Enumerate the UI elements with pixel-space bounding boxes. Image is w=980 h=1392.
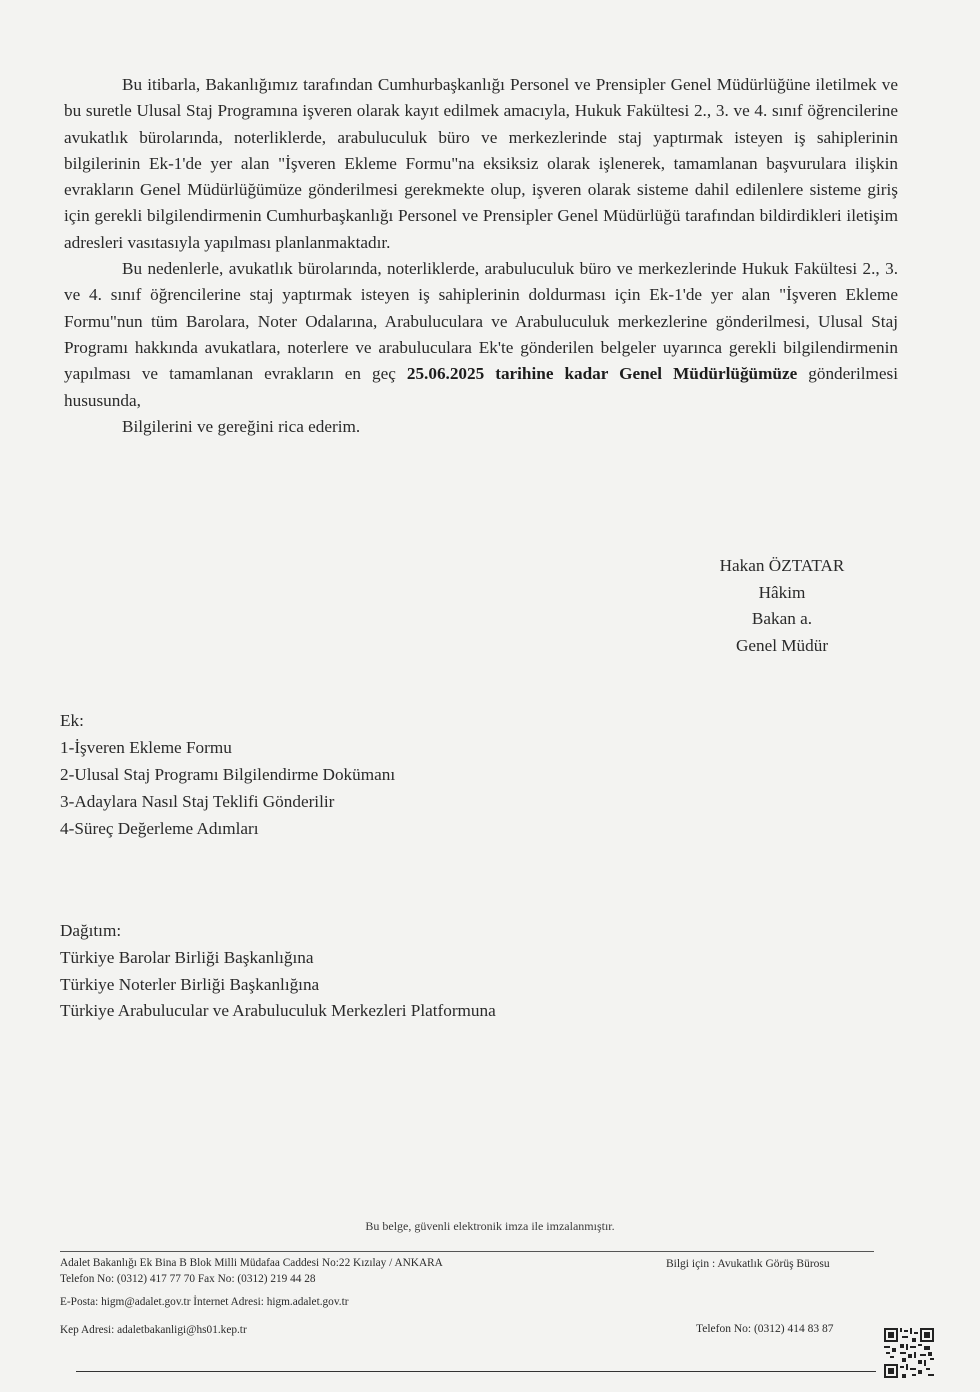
paragraph-2-text: Bu nedenlerle, avukatlık bürolarında, noterliklerde, arabuluculuk büro ve merkezlerinde Hukuk Fakültesi 2., 3. ve 4. sınıf öğrencilerine staj yaptırmak isteyen iş sahiplerinin doldurması için Ek-1'de yer alan "İşveren Ekleme Formu"nun tüm Barolara, Noter Odalarına, Arabuluculara ve Arabuluculuk merkezlerine gönderilmesi, Ulusal Staj Programı hakkında avukatlara, noterlere ve arabuluculara Ek'te gönderilen belgeler uyarınca gerekli bilgilendirmenin yapılması ve tamamlanan evrakların en geç bbox=[64, 259, 898, 384]
distribution-list bbox=[60, 918, 496, 1025]
attachment-item: 1-İşveren Ekleme Formu bbox=[60, 738, 232, 757]
deadline-text: 25.06.2025 tarihine kadar Genel Müdürlüğümüze bbox=[406, 364, 798, 384]
bottom-divider bbox=[76, 1371, 876, 1372]
footer-email: E-Posta: higm@adalet.gov.tr İnternet Adresi: higm.adalet.gov.tr bbox=[60, 1296, 349, 1308]
closing-line: Bilgilerini ve gereğini rica ederim. bbox=[122, 416, 361, 436]
distribution-heading: Dağıtım: bbox=[60, 921, 122, 940]
signer-name: Hakan ÖZTATAR bbox=[719, 556, 845, 575]
signer-role: Bakan a. bbox=[751, 609, 813, 628]
footer-divider bbox=[60, 1251, 874, 1252]
footer-contact bbox=[60, 1256, 443, 1338]
attachment-item: 4-Süreç Değerleme Adımları bbox=[60, 819, 259, 838]
footer-kep: Kep Adresi: adaletbakanligi@hs01.kep.tr bbox=[60, 1323, 247, 1336]
footer-address: Adalet Bakanlığı Ek Bina B Blok Milli Müdafaa Caddesi No:22 Kızılay / ANKARA bbox=[60, 1257, 443, 1269]
distribution-item: Türkiye Barolar Birliği Başkanlığına bbox=[60, 947, 314, 967]
paragraph-2 bbox=[64, 256, 898, 414]
distribution-item: Türkiye Arabulucular ve Arabuluculuk Merkezleri Platformuna bbox=[60, 1001, 496, 1021]
paragraph-2-end: gönderilmesi hususunda, bbox=[64, 364, 898, 410]
footer-telefax: Telefon No: (0312) 414 83 87 bbox=[696, 1323, 834, 1335]
paragraph-1: Bu itibarla, Bakanlığımız tarafından Cumhurbaşkanlığı Personel ve Prensipler Genel Müdürlüğüne iletilmek ve bu suretle Ulusal Staj Programına işveren olarak kayıt edilmek amacıyla, Hukuk Fakültesi 2., 3. ve 4. sınıf öğrencilerine avukatlık bürolarında, noterliklerde, arabuluculuk büro ve merkezlerinde staj yaptırmak isteyen iş sahiplerinin bilgilerinin Ek-1'de yer alan "İşveren Ekleme Formu"na eksiksiz olarak işlenerek, tamamlanan başvurulara ilişkin evrakların Genel Müdürlüğümüze gönderilmesi gerekmekte olup, işveren olarak sisteme dahil edilenlere sisteme giriş için gerekli bilgilendirmenin Cumhurbaşkanlığı Personel ve Prensipler Genel Müdürlüğü tarafından bildirdikleri iletişim adresleri vasıtasıyla yapılması planlanmaktadır. bbox=[64, 75, 898, 252]
attachments-list bbox=[60, 707, 395, 842]
signer-position: Genel Müdür bbox=[735, 635, 829, 655]
letter-body bbox=[64, 72, 898, 440]
esignature-note: Bu belge, güvenli elektronik imza ile imzalanmıştır. bbox=[365, 1219, 615, 1233]
signer-title: Hâkim bbox=[758, 582, 806, 602]
attachment-item: 3-Adaylara Nasıl Staj Teklifi Gönderilir bbox=[60, 792, 335, 811]
signature-block bbox=[690, 553, 874, 659]
attachment-item: 2-Ulusal Staj Programı Bilgilendirme Dokümanı bbox=[60, 765, 396, 784]
footer-phone: Telefon No: (0312) 417 77 70 Fax No: (0312) 219 44 28 bbox=[60, 1272, 316, 1285]
distribution-item: Türkiye Noterler Birliği Başkanlığına bbox=[60, 974, 320, 994]
attachments-heading: Ek: bbox=[60, 711, 84, 730]
qr-code-icon bbox=[884, 1328, 934, 1378]
footer-info: Bilgi için : Avukatlık Görüş Bürosu bbox=[666, 1258, 830, 1270]
